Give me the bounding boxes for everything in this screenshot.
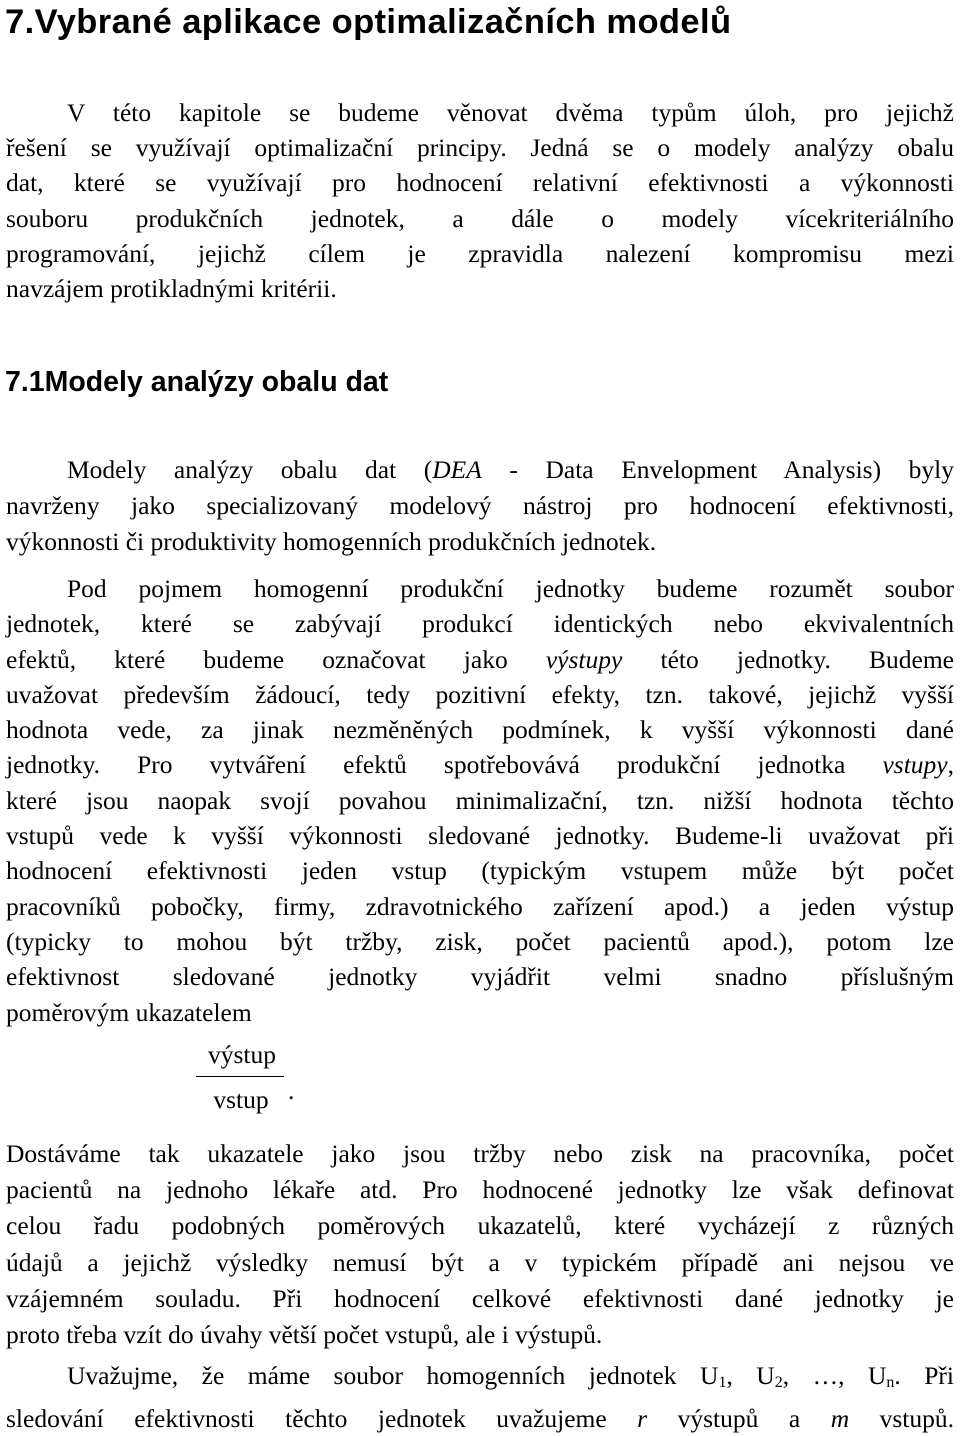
ratio-line-5: vzájemném souladu. Při hodnocení celkové efektivnosti dané jednotky je [6, 1281, 954, 1317]
chapter-title: 7.Vybrané aplikace optimalizačních modelů [5, 0, 731, 44]
last-line-2a: sledování efektivnosti těchto jednotek uvažujeme [6, 1404, 637, 1433]
main-line-12: efektivnost sledované jednotky vyjádřit velmi snadno příslušným [6, 959, 954, 994]
formula-period: . [288, 1073, 294, 1109]
dea-line-1 [6, 452, 954, 488]
dea-line-1b: - Data Envelopment Analysis) byly [482, 455, 954, 484]
last-line-1b: , U [726, 1361, 774, 1390]
ratio-line-6: proto třeba vzít do úvahy větší počet vstupů, ale i výstupů. [6, 1317, 954, 1353]
dea-paragraph [6, 452, 954, 561]
main-line-3a: efektů, které budeme označovat jako [6, 645, 546, 674]
last-line-1d: . Při [894, 1361, 954, 1390]
intro-line-1: V této kapitole se budeme věnovat dvěma typům úloh, pro jejichž [6, 95, 954, 130]
main-line-13: poměrovým ukazatelem [6, 995, 954, 1030]
dea-line-3: výkonnosti či produktivity homogenních produkčních jednotek. [6, 524, 954, 560]
last-line-1 [6, 1358, 954, 1401]
last-line-1c: , …, U [783, 1361, 887, 1390]
main-line-3b: této jednotky. Budeme [622, 645, 954, 674]
ratio-line-2: pacientů na jednoho lékaře atd. Pro hodnocené jednotky lze však definovat [6, 1172, 954, 1208]
main-paragraph [6, 571, 954, 1030]
intro-line-2: řešení se využívají optimalizační principy. Jedná se o modely analýzy obalu [6, 130, 954, 165]
main-line-7: které jsou naopak svojí povahou minimalizační, tzn. nižší hodnota těchto [6, 783, 954, 818]
dea-abbreviation: DEA [432, 455, 482, 484]
intro-line-5: programování, jejichž cílem je zpravidla nalezení kompromisu mezi [6, 236, 954, 271]
last-line-2 [6, 1401, 954, 1436]
term-vystupy: výstupy [546, 645, 622, 674]
fraction-bar [196, 1076, 284, 1077]
intro-line-3: dat, které se využívají pro hodnocení relativní efektivnosti a výkonnosti [6, 165, 954, 200]
var-m: m [831, 1404, 849, 1433]
dea-line-2: navrženy jako specializovaný modelový nástroj pro hodnocení efektivnosti, [6, 488, 954, 524]
main-line-4: uvažovat především žádoucí, tedy pozitivní efekty, tzn. takové, jejichž vyšší [6, 677, 954, 712]
var-r: r [637, 1404, 647, 1433]
formula-denominator: vstup [196, 1082, 286, 1118]
main-line-3 [6, 642, 954, 677]
subscript-2: 2 [775, 1374, 783, 1391]
term-vstupy: vstupy [882, 750, 947, 779]
ratio-line-1: Dostáváme tak ukazatele jako jsou tržby nebo zisk na pracovníka, počet [6, 1136, 954, 1172]
last-line-2c: vstupů. [849, 1404, 954, 1433]
main-line-11: (typicky to mohou být tržby, zisk, počet pacientů apod.), potom lze [6, 924, 954, 959]
intro-line-6: navzájem protikladnými kritérii. [6, 271, 954, 306]
last-line-2b: výstupů a [647, 1404, 831, 1433]
ratio-line-4: údajů a jejichž výsledky nemusí být a v typickém případě ani nejsou ve [6, 1245, 954, 1281]
intro-line-4: souboru produkčních jednotek, a dále o modely vícekriteriálního [6, 201, 954, 236]
last-paragraph [6, 1358, 954, 1436]
main-line-10: pracovníků pobočky, firmy, zdravotnického zařízení apod.) a jeden výstup [6, 889, 954, 924]
ratio-formula [196, 1037, 286, 1118]
subscript-n: n [886, 1374, 894, 1391]
main-line-6 [6, 747, 954, 782]
ratio-paragraph [6, 1136, 954, 1353]
main-line-2: jednotek, které se zabývají produkcí identických nebo ekvivalentních [6, 606, 954, 641]
main-line-1: Pod pojmem homogenní produkční jednotky budeme rozumět soubor [6, 571, 954, 606]
intro-paragraph [6, 95, 954, 306]
main-line-5: hodnota vede, za jinak nezměněných podmínek, k vyšší výkonnosti dané [6, 712, 954, 747]
main-line-9: hodnocení efektivnosti jeden vstup (typickým vstupem může být počet [6, 853, 954, 888]
ratio-line-3: celou řadu podobných poměrových ukazatelů, které vycházejí z různých [6, 1208, 954, 1244]
formula-numerator: výstup [196, 1037, 286, 1073]
main-line-6b: , [948, 750, 954, 779]
main-line-8: vstupů vede k vyšší výkonnosti sledované jednotky. Budeme-li uvažovat při [6, 818, 954, 853]
subscript-1: 1 [718, 1374, 726, 1391]
main-line-6a: jednotky. Pro vytváření efektů spotřebovává produkční jednotka [6, 750, 882, 779]
section-title: 7.1Modely analýzy obalu dat [5, 362, 388, 402]
last-line-1a: Uvažujme, že máme soubor homogenních jednotek U [67, 1361, 718, 1390]
dea-line-1a: Modely analýzy obalu dat ( [67, 455, 432, 484]
